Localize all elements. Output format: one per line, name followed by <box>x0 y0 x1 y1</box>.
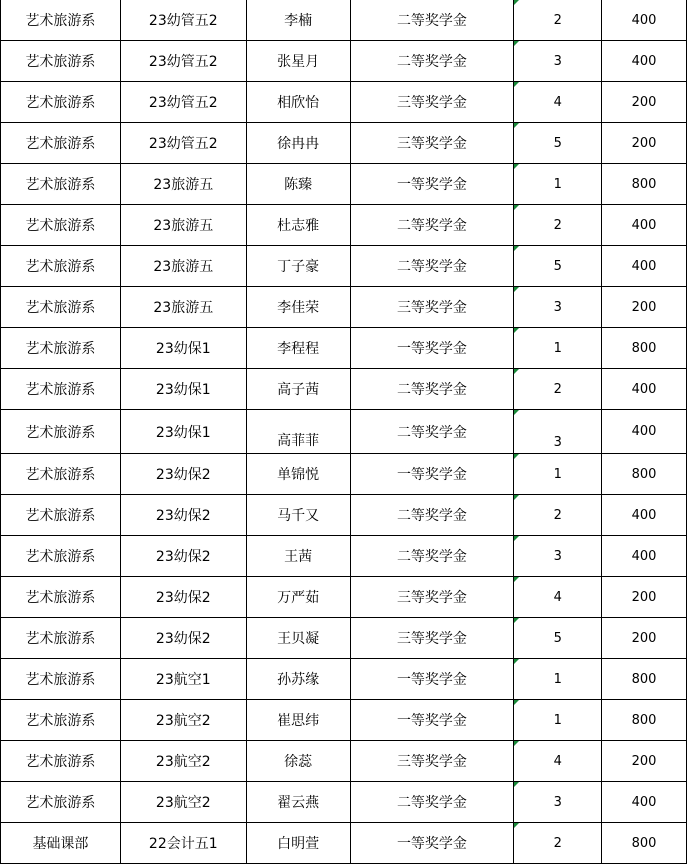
award-level-cell[interactable]: 一等奖学金 <box>350 700 514 741</box>
award-level-cell[interactable]: 二等奖学金 <box>350 205 514 246</box>
rank-cell[interactable]: 3 <box>514 782 602 823</box>
student-name-cell[interactable]: 白明萱 <box>246 823 350 864</box>
table-row <box>1 164 687 205</box>
amount-cell[interactable]: 400 <box>602 369 687 410</box>
amount-cell[interactable]: 800 <box>602 659 687 700</box>
amount-cell[interactable]: 200 <box>602 618 687 659</box>
award-level-cell[interactable]: 二等奖学金 <box>350 41 514 82</box>
student-name-cell[interactable]: 杜志雅 <box>246 205 350 246</box>
amount-cell[interactable]: 200 <box>602 741 687 782</box>
table-row <box>1 410 687 454</box>
class-cell[interactable]: 23幼保2 <box>120 495 246 536</box>
amount-cell[interactable]: 400 <box>602 410 687 454</box>
rank-cell[interactable]: 4 <box>514 577 602 618</box>
table-row <box>1 369 687 410</box>
department-cell[interactable]: 艺术旅游系 <box>1 782 121 823</box>
class-cell[interactable]: 23幼管五2 <box>120 0 246 41</box>
department-cell[interactable]: 艺术旅游系 <box>1 82 121 123</box>
amount-cell[interactable]: 800 <box>602 823 687 864</box>
department-cell[interactable]: 艺术旅游系 <box>1 41 121 82</box>
table-row <box>1 700 687 741</box>
award-level-cell[interactable]: 一等奖学金 <box>350 454 514 495</box>
department-cell[interactable]: 艺术旅游系 <box>1 123 121 164</box>
award-level-cell[interactable]: 三等奖学金 <box>350 82 514 123</box>
table-row <box>1 123 687 164</box>
rank-cell[interactable]: 5 <box>514 246 602 287</box>
award-level-cell[interactable]: 二等奖学金 <box>350 536 514 577</box>
class-cell[interactable]: 23幼保2 <box>120 454 246 495</box>
table-row <box>1 41 687 82</box>
rank-cell[interactable]: 2 <box>514 823 602 864</box>
table-row <box>1 741 687 782</box>
class-cell[interactable]: 23航空2 <box>120 782 246 823</box>
department-cell[interactable]: 艺术旅游系 <box>1 205 121 246</box>
rank-cell[interactable]: 2 <box>514 0 602 41</box>
award-level-cell[interactable]: 三等奖学金 <box>350 618 514 659</box>
rank-cell[interactable]: 1 <box>514 454 602 495</box>
award-level-cell[interactable]: 三等奖学金 <box>350 741 514 782</box>
amount-cell[interactable]: 200 <box>602 287 687 328</box>
department-cell[interactable]: 基础课部 <box>1 823 121 864</box>
department-cell[interactable]: 艺术旅游系 <box>1 536 121 577</box>
rank-cell[interactable]: 4 <box>514 82 602 123</box>
student-name-cell[interactable]: 李楠 <box>246 0 350 41</box>
class-cell[interactable]: 23旅游五 <box>120 164 246 205</box>
department-cell[interactable]: 艺术旅游系 <box>1 495 121 536</box>
rank-cell[interactable]: 2 <box>514 205 602 246</box>
rank-cell[interactable]: 3 <box>514 536 602 577</box>
award-level-cell[interactable]: 二等奖学金 <box>350 0 514 41</box>
class-cell[interactable]: 23航空2 <box>120 700 246 741</box>
award-level-cell[interactable]: 一等奖学金 <box>350 659 514 700</box>
rank-cell[interactable]: 3 <box>514 287 602 328</box>
table-row <box>1 454 687 495</box>
class-cell[interactable]: 23幼保2 <box>120 536 246 577</box>
department-cell[interactable]: 艺术旅游系 <box>1 0 121 41</box>
department-cell[interactable]: 艺术旅游系 <box>1 328 121 369</box>
amount-cell[interactable]: 400 <box>602 782 687 823</box>
rank-cell[interactable]: 1 <box>514 700 602 741</box>
table-row <box>1 495 687 536</box>
class-cell[interactable]: 23幼保1 <box>120 410 246 454</box>
class-cell[interactable]: 23幼保2 <box>120 618 246 659</box>
rank-cell[interactable]: 1 <box>514 328 602 369</box>
table-row <box>1 577 687 618</box>
student-name-cell[interactable]: 马千又 <box>246 495 350 536</box>
class-cell[interactable]: 23幼管五2 <box>120 82 246 123</box>
table-row <box>1 536 687 577</box>
table-row <box>1 782 687 823</box>
amount-cell[interactable]: 800 <box>602 454 687 495</box>
class-cell[interactable]: 23航空2 <box>120 741 246 782</box>
student-name-cell[interactable]: 王茜 <box>246 536 350 577</box>
department-cell[interactable]: 艺术旅游系 <box>1 164 121 205</box>
award-level-cell[interactable]: 二等奖学金 <box>350 410 514 454</box>
table-row <box>1 246 687 287</box>
table-row <box>1 618 687 659</box>
rank-cell[interactable]: 3 <box>514 410 602 454</box>
student-name-cell[interactable]: 孙苏缘 <box>246 659 350 700</box>
student-name-cell[interactable]: 万严茹 <box>246 577 350 618</box>
department-cell[interactable]: 艺术旅游系 <box>1 659 121 700</box>
table-row <box>1 823 687 864</box>
student-name-cell[interactable]: 高子茜 <box>246 369 350 410</box>
award-level-cell[interactable]: 二等奖学金 <box>350 246 514 287</box>
department-cell[interactable]: 艺术旅游系 <box>1 369 121 410</box>
table-body <box>1 0 687 864</box>
student-name-cell[interactable]: 崔思纬 <box>246 700 350 741</box>
student-name-cell[interactable]: 李佳荣 <box>246 287 350 328</box>
student-name-cell[interactable]: 高菲菲 <box>246 410 350 454</box>
student-name-cell[interactable]: 张星月 <box>246 41 350 82</box>
department-cell[interactable]: 艺术旅游系 <box>1 618 121 659</box>
department-cell[interactable]: 艺术旅游系 <box>1 700 121 741</box>
amount-cell[interactable]: 400 <box>602 246 687 287</box>
class-cell[interactable]: 23旅游五 <box>120 246 246 287</box>
class-cell[interactable]: 23幼保1 <box>120 369 246 410</box>
department-cell[interactable]: 艺术旅游系 <box>1 287 121 328</box>
rank-cell[interactable]: 2 <box>514 369 602 410</box>
amount-cell[interactable]: 800 <box>602 164 687 205</box>
student-name-cell[interactable]: 翟云燕 <box>246 782 350 823</box>
award-level-cell[interactable]: 一等奖学金 <box>350 164 514 205</box>
award-level-cell[interactable]: 一等奖学金 <box>350 823 514 864</box>
table-row <box>1 0 687 41</box>
rank-cell[interactable]: 2 <box>514 495 602 536</box>
award-level-cell[interactable]: 二等奖学金 <box>350 782 514 823</box>
rank-cell[interactable]: 5 <box>514 123 602 164</box>
class-cell[interactable]: 23旅游五 <box>120 287 246 328</box>
department-cell[interactable]: 艺术旅游系 <box>1 741 121 782</box>
rank-cell[interactable]: 4 <box>514 741 602 782</box>
class-cell[interactable]: 23旅游五 <box>120 205 246 246</box>
department-cell[interactable]: 艺术旅游系 <box>1 410 121 454</box>
rank-cell[interactable]: 1 <box>514 659 602 700</box>
amount-cell[interactable]: 400 <box>602 495 687 536</box>
amount-cell[interactable]: 200 <box>602 123 687 164</box>
award-level-cell[interactable]: 二等奖学金 <box>350 495 514 536</box>
table-row <box>1 82 687 123</box>
award-level-cell[interactable]: 三等奖学金 <box>350 577 514 618</box>
student-name-cell[interactable]: 李程程 <box>246 328 350 369</box>
table-row <box>1 659 687 700</box>
amount-cell[interactable]: 800 <box>602 328 687 369</box>
table-row <box>1 287 687 328</box>
amount-cell[interactable]: 400 <box>602 41 687 82</box>
student-name-cell[interactable]: 相欣怡 <box>246 82 350 123</box>
award-level-cell[interactable]: 一等奖学金 <box>350 328 514 369</box>
student-name-cell[interactable]: 单锦悦 <box>246 454 350 495</box>
class-cell[interactable]: 23航空1 <box>120 659 246 700</box>
student-name-cell[interactable]: 徐冉冉 <box>246 123 350 164</box>
table-row <box>1 328 687 369</box>
class-cell[interactable]: 22会计五1 <box>120 823 246 864</box>
department-cell[interactable]: 艺术旅游系 <box>1 454 121 495</box>
rank-cell[interactable]: 5 <box>514 618 602 659</box>
class-cell[interactable]: 23幼管五2 <box>120 123 246 164</box>
class-cell[interactable]: 23幼保2 <box>120 577 246 618</box>
class-cell[interactable]: 23幼管五2 <box>120 41 246 82</box>
amount-cell[interactable]: 400 <box>602 0 687 41</box>
award-level-cell[interactable]: 三等奖学金 <box>350 123 514 164</box>
rank-cell[interactable]: 3 <box>514 41 602 82</box>
amount-cell[interactable]: 800 <box>602 700 687 741</box>
student-name-cell[interactable]: 陈臻 <box>246 164 350 205</box>
student-name-cell[interactable]: 丁子豪 <box>246 246 350 287</box>
class-cell[interactable]: 23幼保1 <box>120 328 246 369</box>
student-name-cell[interactable]: 王贝凝 <box>246 618 350 659</box>
student-name-cell[interactable]: 徐蕊 <box>246 741 350 782</box>
amount-cell[interactable]: 400 <box>602 205 687 246</box>
table-row <box>1 205 687 246</box>
amount-cell[interactable]: 400 <box>602 536 687 577</box>
award-level-cell[interactable]: 三等奖学金 <box>350 287 514 328</box>
department-cell[interactable]: 艺术旅游系 <box>1 246 121 287</box>
award-level-cell[interactable]: 二等奖学金 <box>350 369 514 410</box>
rank-cell[interactable]: 1 <box>514 164 602 205</box>
department-cell[interactable]: 艺术旅游系 <box>1 577 121 618</box>
amount-cell[interactable]: 200 <box>602 82 687 123</box>
amount-cell[interactable]: 200 <box>602 577 687 618</box>
